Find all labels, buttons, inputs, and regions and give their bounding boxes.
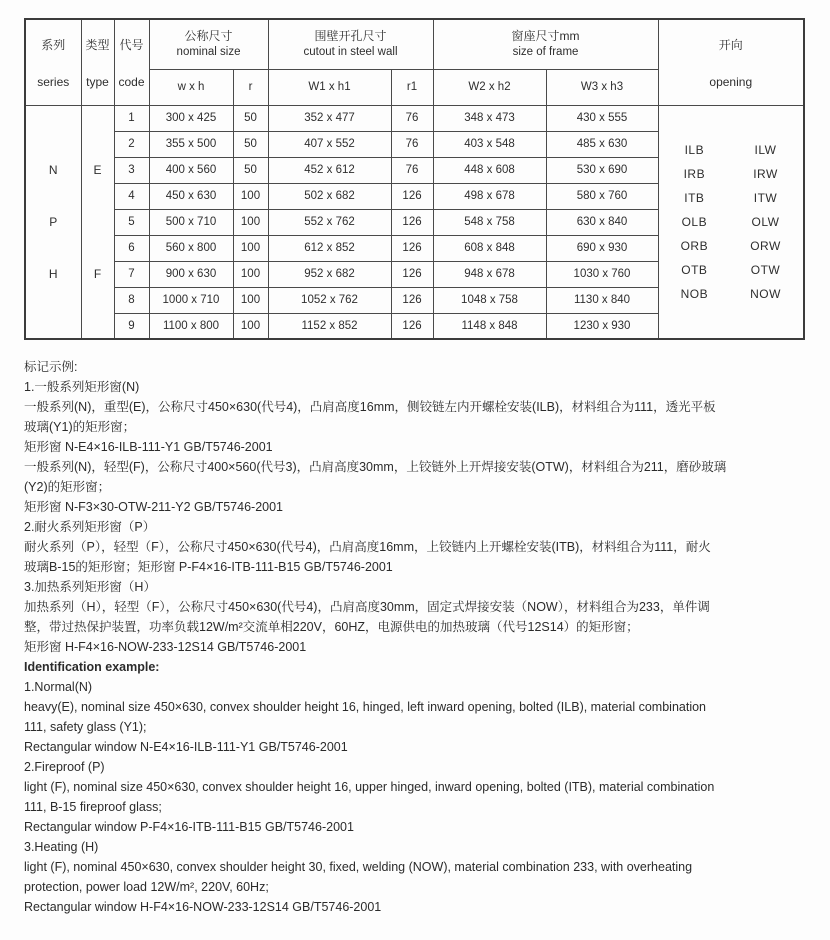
w2h2-cell: 403 x 548 [433,131,546,157]
wh-cell: 500 x 710 [149,209,233,235]
code-cell: 7 [114,261,149,287]
opening-code: OLW [751,214,780,229]
r-cell: 100 [233,313,268,339]
notes-cn-line: 一般系列(N)，重型(E)，公称尺寸450×630(代号4)，凸肩高度16mm，侧铰链左内开螺栓安装(ILB)，材料组合为111，透光平板 [24,400,716,414]
opening-code: OTW [750,262,781,277]
notes-en-line: 111, safety glass (Y1); [24,720,147,734]
notes-en-line: 1.Normal(N) [24,680,93,694]
w3h3-cell: 1130 x 840 [546,287,658,313]
wh-cell: 900 x 630 [149,261,233,287]
header-opening [658,19,804,105]
notes-en-line: heavy(E), nominal size 450×630, convex shoulder height 16, hinged, left inward opening, bolted (ILB), material combination [24,700,707,714]
header-series-en: series [37,74,70,89]
header-type-en: type [86,74,109,89]
header-series [25,19,81,105]
opening-code: OLB [681,214,708,229]
notes-en-line: Rectangular window N-E4×16-ILB-111-Y1 GB/T5746-2001 [24,740,348,754]
notes-en-line: 3.Heating (H) [24,840,99,854]
w1h1-cell: 352 x 477 [268,105,391,131]
header-cutout-cn: 围壁开孔尺寸 [314,29,387,44]
w1h1-cell: 1052 x 762 [268,287,391,313]
opening-code: ILW [754,142,777,157]
notes-cn-line: 玻璃B-15的矩形窗；矩形窗 P-F4×16-ITB-111-B15 GB/T5746-2001 [24,560,393,574]
wh-cell: 300 x 425 [149,105,233,131]
type-e: E [93,162,102,177]
header-frame-en: size of frame [512,46,579,59]
w1h1-cell: 552 x 762 [268,209,391,235]
series-n: N [48,162,58,177]
w3h3-cell: 530 x 690 [546,157,658,183]
notes-cn-line: 矩形窗 N-F3×30-OTW-211-Y2 GB/T5746-2001 [24,500,284,514]
code-cell: 8 [114,287,149,313]
w3h3-cell: 1030 x 760 [546,261,658,287]
series-cell [25,105,81,339]
r1-cell: 126 [391,287,433,313]
w1h1-cell: 407 x 552 [268,131,391,157]
w1h1-cell: 612 x 852 [268,235,391,261]
r1-cell: 76 [391,131,433,157]
w2h2-cell: 608 x 848 [433,235,546,261]
w2h2-cell: 448 x 608 [433,157,546,183]
header-code-cn: 代号 [119,37,144,52]
header-nominal-size [149,19,268,69]
r1-cell: 76 [391,157,433,183]
code-cell: 5 [114,209,149,235]
header-cutout-en: cutout in steel wall [303,46,398,59]
r-cell: 100 [233,235,268,261]
opening-code: ORW [750,238,781,253]
notes-en-line: 111, B-15 fireproof glass; [24,800,162,814]
opening-code: IRB [683,166,706,181]
notes-section [24,357,810,917]
r-cell: 50 [233,131,268,157]
notes-en-line: 2.Fireproof (P) [24,760,105,774]
code-cell: 3 [114,157,149,183]
code-cell: 9 [114,313,149,339]
notes-cn-line: 耐火系列（P），轻型（F），公称尺寸450×630(代号4)，凸肩高度16mm，上铰链内上开螺栓安装(ITB)，材料组合为111，耐火 [24,540,711,554]
w2h2-cell: 1148 x 848 [433,313,546,339]
notes-en-line: light (F), nominal 450×630, convex shoulder height 30, fixed, welding (NOW), material combination 233, with overheating [24,860,693,874]
opening-code: ITB [684,190,705,205]
notes-cn-line: 矩形窗 N-E4×16-ILB-111-Y1 GB/T5746-2001 [24,440,273,454]
notes-en-title: Identification example: [24,660,160,674]
header-nominal-cn: 公称尺寸 [184,29,233,44]
r1-cell: 126 [391,209,433,235]
header-r1: r1 [391,69,433,105]
series-h: H [48,266,58,281]
code-cell: 2 [114,131,149,157]
w3h3-cell: 430 x 555 [546,105,658,131]
code-cell: 1 [114,105,149,131]
w3h3-cell: 690 x 930 [546,235,658,261]
notes-cn-line: 整，带过热保护装置，功率负载12W/m²交流单相220V，60HZ，电源供电的加热玻璃（代号12S14）的矩形窗； [24,620,639,634]
opening-code: IRW [753,166,778,181]
r-cell: 100 [233,287,268,313]
r-cell: 50 [233,157,268,183]
header-frame-cn: 窗座尺寸mm [511,29,580,44]
type-f: F [93,266,102,281]
notes-en-line: light (F), nominal size 450×630, convex shoulder height 16, upper hinged, inward opening, bolted (ITB), material combination [24,780,715,794]
w2h2-cell: 348 x 473 [433,105,546,131]
notes-cn-line: (Y2)的矩形窗； [24,480,111,494]
header-opening-en: opening [709,74,753,89]
opening-code: ILB [684,142,705,157]
wh-cell: 1000 x 710 [149,287,233,313]
header-w1h1: W1 x h1 [268,69,391,105]
header-w2h2: W2 x h2 [433,69,546,105]
w1h1-cell: 452 x 612 [268,157,391,183]
w2h2-cell: 948 x 678 [433,261,546,287]
w1h1-cell: 1152 x 852 [268,313,391,339]
notes-cn-line: 玻璃(Y1)的矩形窗； [24,420,136,434]
notes-cn-line: 2.耐火系列矩形窗（P） [24,520,156,534]
notes-cn-title: 标记示例: [24,360,78,374]
header-code [114,19,149,105]
opening-code: OTB [681,262,708,277]
header-type [81,19,114,105]
r1-cell: 126 [391,183,433,209]
r-cell: 100 [233,183,268,209]
notes-cn-line: 矩形窗 H-F4×16-NOW-233-12S14 GB/T5746-2001 [24,640,307,654]
notes-cn-line: 3.加热系列矩形窗（H） [24,580,156,594]
notes-en-line: Rectangular window P-F4×16-ITB-111-B15 GB/T5746-2001 [24,820,354,834]
w2h2-cell: 548 x 758 [433,209,546,235]
notes-cn-line: 一般系列(N)，轻型(F)，公称尺寸400×560(代号3)，凸肩高度30mm，上铰链外上开焊接安装(OTW)，材料组合为211，磨砂玻璃 [24,460,727,474]
opening-code: ITW [753,190,778,205]
w3h3-cell: 485 x 630 [546,131,658,157]
opening-code: NOW [750,286,781,301]
wh-cell: 450 x 630 [149,183,233,209]
header-r: r [233,69,268,105]
w1h1-cell: 952 x 682 [268,261,391,287]
header-frame-size [433,19,658,69]
r1-cell: 76 [391,105,433,131]
header-series-cn: 系列 [41,37,66,52]
code-cell: 6 [114,235,149,261]
notes-en-line: Rectangular window H-F4×16-NOW-233-12S14 GB/T5746-2001 [24,900,382,914]
r-cell: 100 [233,261,268,287]
r1-cell: 126 [391,235,433,261]
r1-cell: 126 [391,261,433,287]
wh-cell: 1100 x 800 [149,313,233,339]
r1-cell: 126 [391,313,433,339]
wh-cell: 400 x 560 [149,157,233,183]
series-p: P [49,214,58,229]
r-cell: 100 [233,209,268,235]
opening-code: NOB [680,286,709,301]
wh-cell: 560 x 800 [149,235,233,261]
header-type-cn: 类型 [85,37,110,52]
w3h3-cell: 1230 x 930 [546,313,658,339]
notes-cn-line: 1.一般系列矩形窗(N) [24,380,140,394]
spec-table [24,18,805,340]
opening-code: ORB [680,238,709,253]
opening-cell [658,105,804,339]
w2h2-cell: 1048 x 758 [433,287,546,313]
w1h1-cell: 502 x 682 [268,183,391,209]
notes-en-line: protection, power load 12W/m², 220V, 60Hz; [24,880,269,894]
w3h3-cell: 630 x 840 [546,209,658,235]
code-cell: 4 [114,183,149,209]
wh-cell: 355 x 500 [149,131,233,157]
header-code-en: code [118,74,145,89]
header-wh: w x h [149,69,233,105]
w3h3-cell: 580 x 760 [546,183,658,209]
table-row [25,105,804,131]
header-nominal-en: nominal size [176,46,241,59]
header-opening-cn: 开向 [718,37,743,52]
header-cutout [268,19,433,69]
type-cell [81,105,114,339]
header-w3h3: W3 x h3 [546,69,658,105]
notes-cn-line: 加热系列（H），轻型（F），公称尺寸450×630(代号4)，凸肩高度30mm，固定式焊接安装（NOW），材料组合为233，单件调 [24,600,710,614]
w2h2-cell: 498 x 678 [433,183,546,209]
r-cell: 50 [233,105,268,131]
